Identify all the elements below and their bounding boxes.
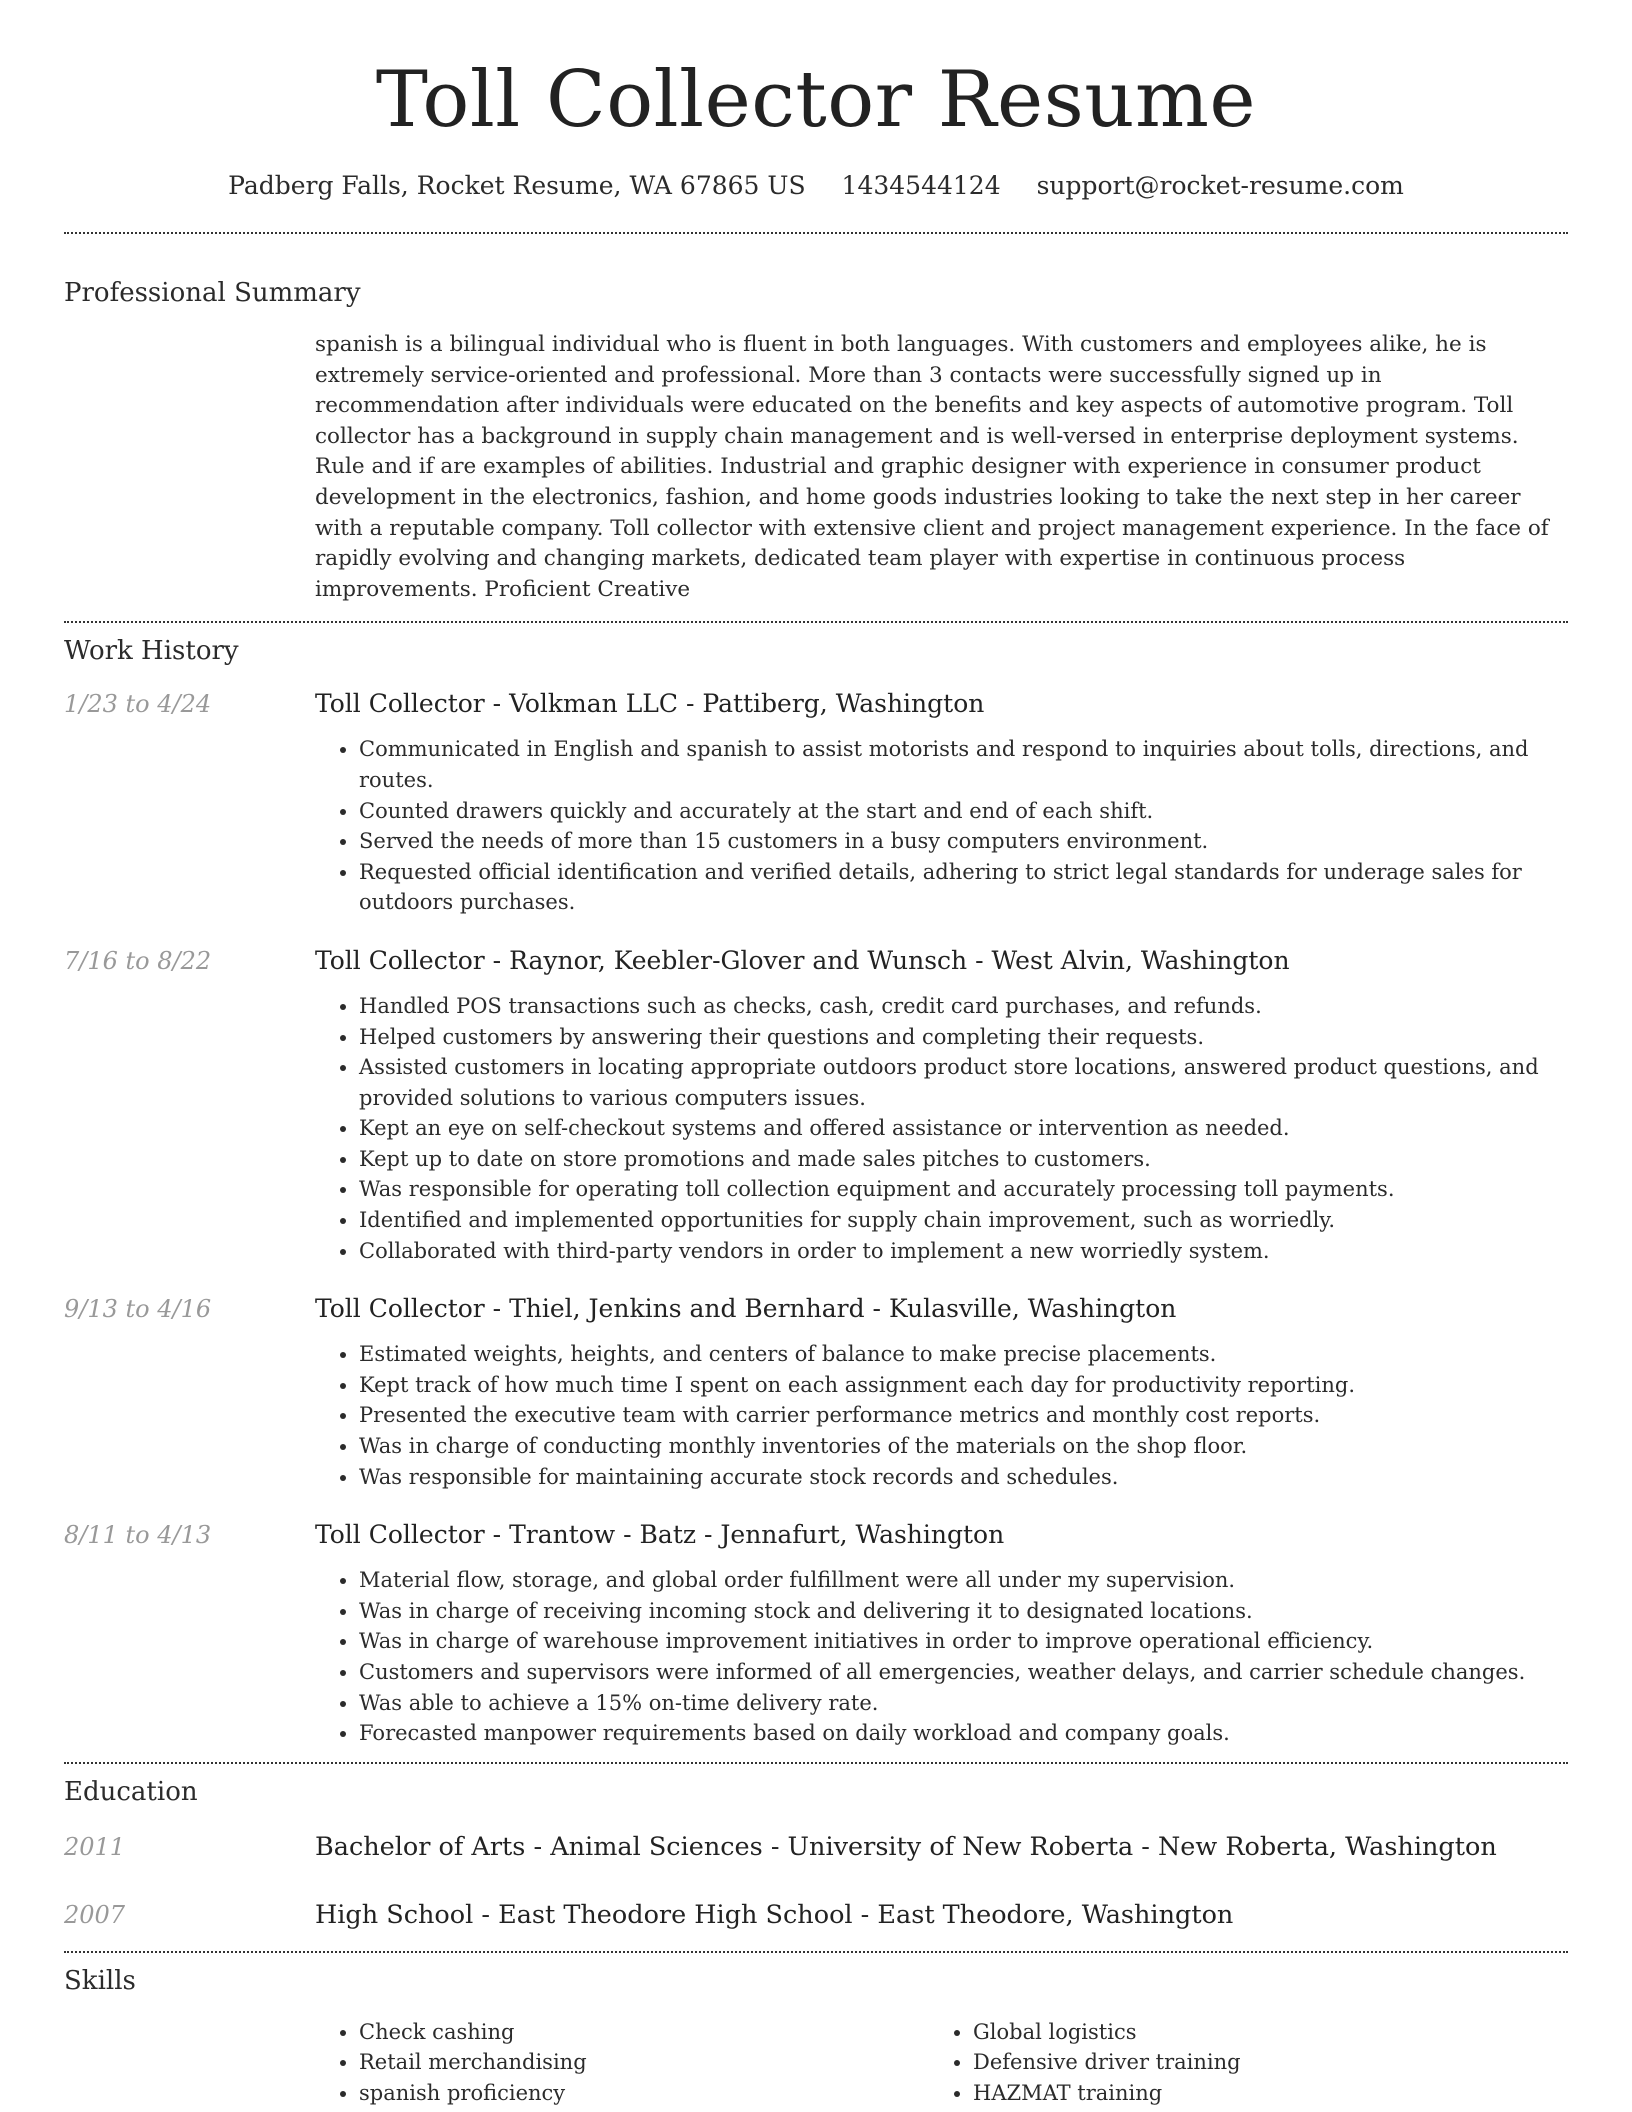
job-entry	[64, 688, 1568, 918]
resume-page	[64, 0, 1568, 2109]
education-school: - University of New Roberta - New Roberta, Washington	[762, 1831, 1497, 1862]
education-entry	[64, 1831, 1568, 1863]
skills-column-right	[929, 2017, 1543, 2109]
job-bullets	[315, 991, 1568, 1266]
education-entry	[64, 1899, 1568, 1931]
job-bullet: • Kept an eye on self-checkout systems and offered assistance or intervention as needed.	[359, 1113, 1568, 1144]
job-bullet: • Material flow, storage, and global order fulfillment were all under my supervision.	[359, 1565, 1568, 1596]
job-bullet: • Communicated in English and spanish to assist motorists and respond to inquiries about tolls, directions, and routes.	[359, 734, 1568, 795]
job-bullet: • Collaborated with third-party vendors in order to implement a new worriedly system.	[359, 1236, 1568, 1267]
job-header	[64, 1293, 1568, 1325]
job-header	[64, 1519, 1568, 1551]
section-divider	[64, 621, 1568, 623]
job-bullet: • Kept track of how much time I spent on each assignment each day for productivity reporting.	[359, 1370, 1568, 1401]
job-entry	[64, 1293, 1568, 1492]
education-detail	[315, 1831, 1497, 1863]
job-title: Toll Collector - Volkman LLC - Pattiberg, Washington	[315, 689, 985, 719]
resume-title: Toll Collector Resume	[375, 55, 1257, 145]
job-title: Toll Collector - Thiel, Jenkins and Bernhard - Kulasville, Washington	[315, 1294, 1177, 1324]
job-bullet: • Requested official identification and verified details, adhering to strict legal standards for underage sales for outdoors purchases.	[359, 857, 1568, 918]
job-bullet: • Presented the executive team with carrier performance metrics and monthly cost reports.	[359, 1400, 1568, 1431]
job-header	[64, 945, 1568, 977]
skill-item: • Global logistics	[973, 2017, 1543, 2048]
skills-heading: Skills	[64, 1965, 136, 1996]
job-bullet: • Identified and implemented opportunities for supply chain improvement, such as worriedly.	[359, 1205, 1568, 1236]
summary-text: spanish is a bilingual individual who is fluent in both languages. With customers and employees alike, he is extremely service-oriented and professional. More than 3 contacts were successfully signed up in recommendation after individuals were educated on the benefits and key aspects of automotive program. Toll collector has a background in supply chain management and is well-versed in enterprise deployment systems. Rule and if are examples of abilities. Industrial and graphic designer with experience in consumer product development in the electronics, fashion, and home goods industries looking to take the next step in her career with a reputable company. Toll collector with extensive client and project management experience. In the face of rapidly evolving and changing markets, dedicated team player with expertise in continuous process improvements. Proficient Creative	[315, 332, 1549, 602]
job-bullets	[315, 734, 1568, 918]
skills-bullets-left	[315, 2017, 929, 2109]
job-entry	[64, 1519, 1568, 1749]
skills-column-left	[315, 2017, 929, 2109]
skill-item: • HAZMAT training	[973, 2078, 1543, 2109]
job-bullet: • Customers and supervisors were informed of all emergencies, weather delays, and carrier schedule changes.	[359, 1657, 1568, 1688]
job-bullet: • Was responsible for maintaining accurate stock records and schedules.	[359, 1462, 1568, 1493]
skill-item: • spanish proficiency	[359, 2078, 929, 2109]
job-bullet: • Assisted customers in locating appropriate outdoors product store locations, answered product questions, and provided solutions to various computers issues.	[359, 1052, 1568, 1113]
education-school: - East Theodore High School - East Theodore, Washington	[473, 1899, 1234, 1930]
education-year: 2011	[64, 1832, 126, 1861]
job-bullet: • Counted drawers quickly and accurately at the start and end of each shift.	[359, 796, 1568, 827]
job-bullet: • Kept up to date on store promotions and made sales pitches to customers.	[359, 1144, 1568, 1175]
job-bullet: • Was in charge of conducting monthly inventories of the materials on the shop floor.	[359, 1431, 1568, 1462]
section-divider	[64, 1951, 1568, 1953]
summary-heading: Professional Summary	[64, 278, 361, 308]
education-detail	[315, 1899, 1233, 1931]
job-dates: 8/11 to 4/13	[64, 1521, 212, 1550]
job-dates: 7/16 to 8/22	[64, 946, 212, 975]
contact-address: Padberg Falls, Rocket Resume, WA 67865 US	[228, 171, 806, 200]
contact-email: support@rocket-resume.com	[1036, 171, 1404, 200]
skill-item: • Retail merchandising	[359, 2047, 929, 2078]
education-year: 2007	[64, 1900, 126, 1929]
job-bullet: • Was responsible for operating toll collection equipment and accurately processing toll payments.	[359, 1174, 1568, 1205]
education-degree: Bachelor of Arts - Animal Sciences	[315, 1831, 763, 1862]
job-bullet: • Served the needs of more than 15 customers in a busy computers environment.	[359, 826, 1568, 857]
job-bullets	[315, 1565, 1568, 1749]
job-entry	[64, 945, 1568, 1266]
skill-item: • Check cashing	[359, 2017, 929, 2048]
job-bullet: • Handled POS transactions such as checks, cash, credit card purchases, and refunds.	[359, 991, 1568, 1022]
section-divider	[64, 1762, 1568, 1764]
job-dates: 9/13 to 4/16	[64, 1295, 212, 1324]
job-bullets	[315, 1339, 1568, 1492]
job-bullet: • Forecasted manpower requirements based on daily workload and company goals.	[359, 1718, 1568, 1749]
skills-bullets-right	[929, 2017, 1543, 2109]
job-bullet: • Was in charge of receiving incoming stock and delivering it to designated locations.	[359, 1596, 1568, 1627]
contact-phone: 1434544124	[841, 171, 1001, 200]
job-bullet: • Was able to achieve a 15% on-time delivery rate.	[359, 1688, 1568, 1719]
education-heading: Education	[64, 1776, 198, 1807]
job-dates: 1/23 to 4/24	[64, 690, 212, 719]
job-title: Toll Collector - Raynor, Keebler-Glover and Wunsch - West Alvin, Washington	[315, 945, 1290, 975]
education-degree: High School	[315, 1899, 474, 1930]
job-header	[64, 688, 1568, 720]
contact-line	[64, 169, 1568, 203]
job-bullet: • Was in charge of warehouse improvement initiatives in order to improve operational efficiency.	[359, 1626, 1568, 1657]
section-divider	[64, 232, 1568, 234]
job-bullet: • Estimated weights, heights, and centers of balance to make precise placements.	[359, 1339, 1568, 1370]
skill-item: • Defensive driver training	[973, 2047, 1543, 2078]
job-title: Toll Collector - Trantow - Batz - Jennafurt, Washington	[315, 1520, 1005, 1550]
work-history-heading: Work History	[64, 636, 239, 667]
skills-list	[315, 2017, 1568, 2109]
job-bullet: • Helped customers by answering their questions and completing their requests.	[359, 1022, 1568, 1053]
